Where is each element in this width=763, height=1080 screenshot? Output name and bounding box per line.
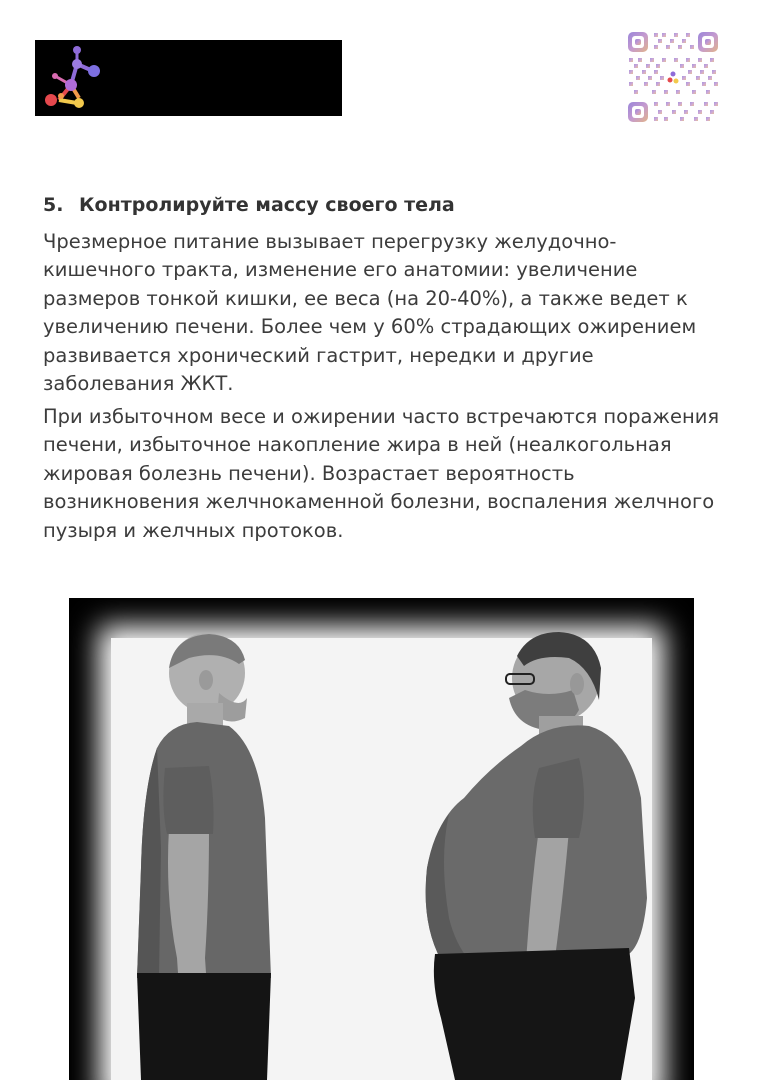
paragraph-1: Чрезмерное питание вызывает перегрузку желудочно-кишечного тракта, изменение его анатомии: увеличение размеров тонкой кишки, ее веса (на 20-40%), а также ведет к увеличению печени. Более чем у 60% страдающих ожирением развивается хронический гастрит, нередки и другие заболевания ЖКТ. [43, 230, 697, 396]
section-title: Контролируйте массу своего тела [79, 194, 455, 216]
qr-center-logo [668, 72, 679, 84]
molecule-logo-icon [39, 40, 109, 116]
qr-code-icon [626, 30, 720, 124]
logo-banner [35, 40, 342, 116]
comparison-photo-icon [69, 598, 694, 1080]
section-heading [43, 192, 723, 218]
paragraph-2: При избыточном весе и ожирении часто встречаются поражения печени, избыточное накопление жира в ней (неалкогольная жировая болезнь печени). Возрастает вероятность возникновения желчнокаменной болезни, воспаления желчного пузыря и желчных протоков. [43, 405, 720, 542]
section-number: 5. [43, 194, 64, 216]
